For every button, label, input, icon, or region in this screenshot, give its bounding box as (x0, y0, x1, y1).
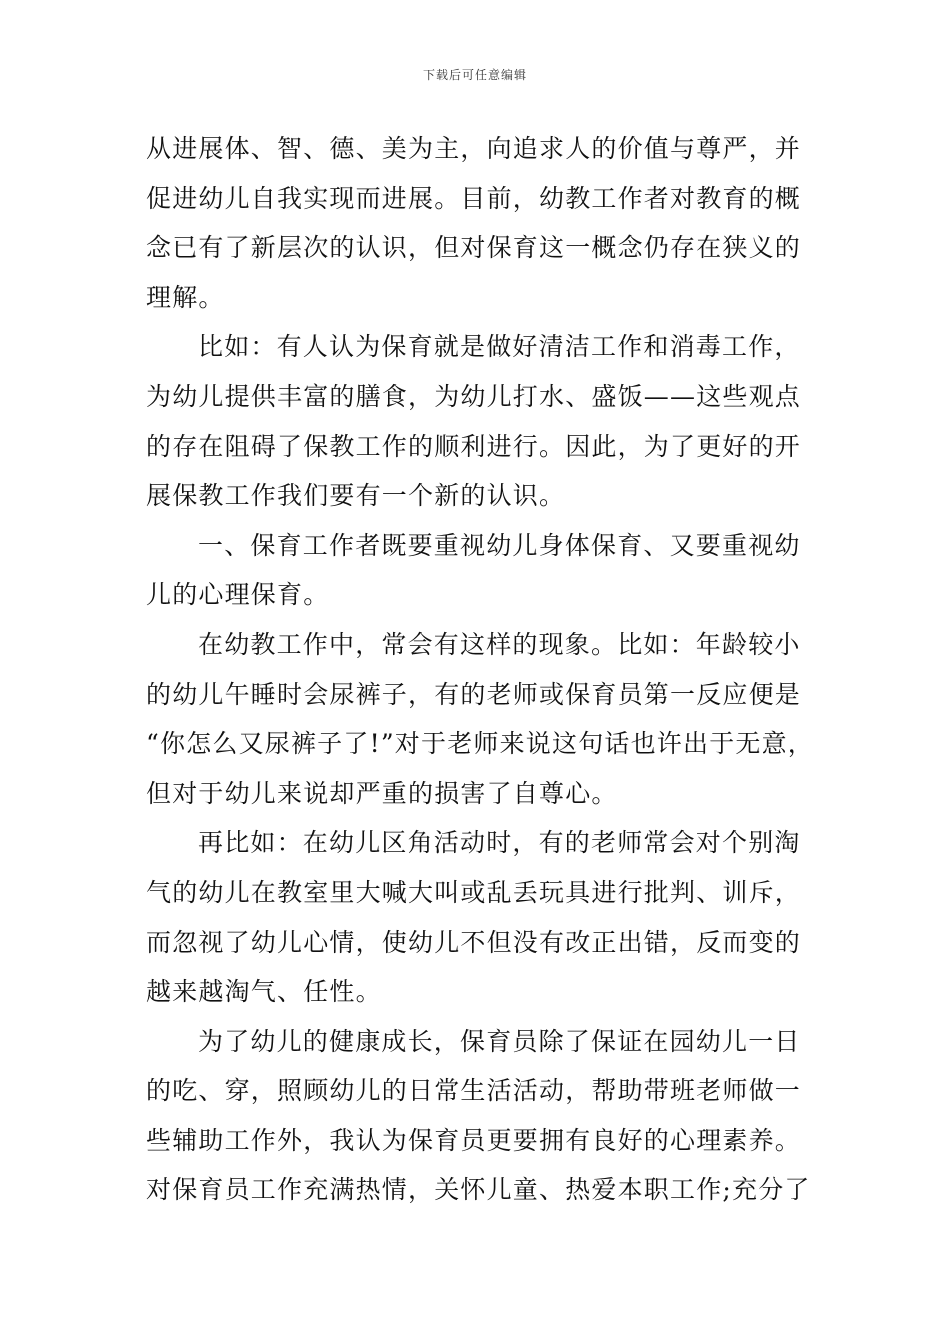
text-line: 展保教工作我们要有一个新的认识。 (146, 481, 566, 511)
text-line: 但对于幼儿来说却严重的损害了自尊心。 (146, 778, 618, 808)
text-line: 气的幼儿在教室里大喊大叫或乱丢玩具进行批判、训斥， (146, 877, 802, 907)
text-line: 理解。 (146, 282, 225, 312)
text-line: 的吃、穿，照顾幼儿的日常生活活动，帮助带班老师做一 (146, 1076, 802, 1106)
text-line: 促进幼儿自我实现而进展。目前，幼教工作者对教育的概 (146, 183, 802, 213)
text-line: 从进展体、智、德、美为主，向追求人的价值与尊严，并 (146, 134, 802, 163)
text-line: 的幼儿午睡时会尿裤子，有的老师或保育员第一反应便是 (146, 679, 802, 709)
document-body (146, 124, 826, 1215)
text-line: “你怎么又尿裤子了!”对于老师来说这句话也许出于无意， (146, 729, 815, 759)
paragraph-start-line: 在幼教工作中，常会有这样的现象。比如：年龄较小 (198, 629, 801, 659)
page-header-note: 下载后可任意编辑 (422, 68, 527, 82)
text-line: 的存在阻碍了保教工作的顺利进行。因此，为了更好的开 (146, 431, 802, 461)
text-line: 念已有了新层次的认识，但对保育这一概念仍存在狭义的 (146, 233, 802, 263)
section-heading-line: 一、保育工作者既要重视幼儿身体保育、又要重视幼 (198, 530, 801, 560)
text-line: 儿的心理保育。 (146, 580, 330, 610)
text-line: 为幼儿提供丰富的膳食，为幼儿打水、盛饭——这些观点 (146, 381, 802, 411)
paragraph-start-line: 再比如：在幼儿区角活动时，有的老师常会对个别淘 (198, 828, 801, 858)
paragraph-start-line: 比如：有人认为保育就是做好清洁工作和消毒工作， (198, 332, 801, 362)
text-line: 对保育员工作充满热情，关怀儿童、热爱本职工作;充分了 (146, 1175, 811, 1205)
text-line: 越来越淘气、任性。 (146, 977, 382, 1007)
paragraph-start-line: 为了幼儿的健康成长，保育员除了保证在园幼儿一日 (198, 1026, 801, 1056)
text-line: 而忽视了幼儿心情，使幼儿不但没有改正出错，反而变的 (146, 927, 802, 957)
text-line: 些辅助工作外，我认为保育员更要拥有良好的心理素养。 (146, 1125, 802, 1155)
